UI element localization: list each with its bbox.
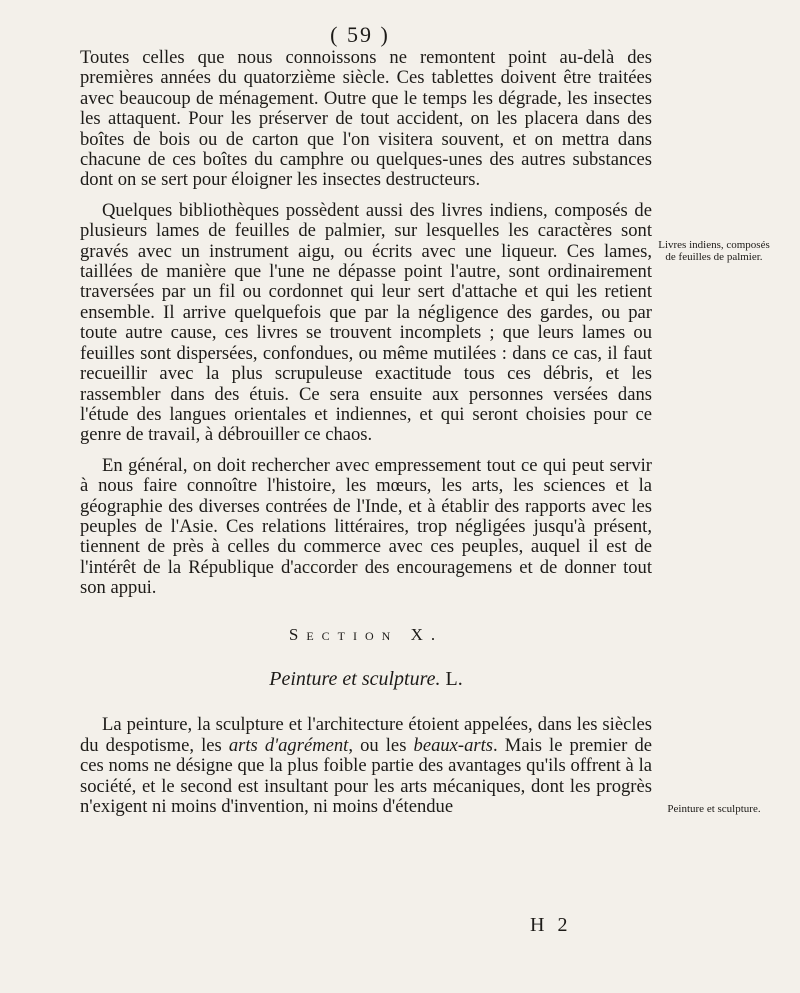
paragraph-tablets: Toutes celles que nous connoissons ne remontent point au-delà des premières années du quatorzième siècle. Ces tablettes doivent être traitées avec beaucoup de ménagement. Outre que le temps les dégrade, les insectes les attaquent. Pour les préserver de tout accident, on les placera dans des boîtes de bois ou de carton que l'on visitera souvent, et on mettra dans chacune de ces boîtes du camphre ou quelques-unes des autres substances dont on se sert pour éloigner les insectes destructeurs. — [80, 47, 652, 191]
margin-note-indian-books: Livres indiens, composés de feuilles de palmier. — [658, 239, 770, 263]
section-heading: Section X. — [288, 624, 444, 644]
painting-text-1: La peinture, la sculpture et l'architecture étoient appelées, dans les siècles du despotisme, les — [80, 714, 652, 756]
subheading — [80, 669, 652, 689]
painting-em-1: arts d'agrément — [228, 734, 349, 756]
painting-em-2: beaux-arts — [413, 734, 494, 756]
subheading-label: L. — [445, 667, 463, 690]
page-number: ( 59 ) — [330, 22, 390, 47]
margin-note-painting: Peinture et sculpture. — [667, 803, 761, 815]
paragraph-indian-books: Quelques bibliothèques possèdent aussi des livres indiens, composés de plusieurs lames de feuilles de palmier, sur lesquelles les caractères sont gravés avec un instrument aigu, ou écrits avec une liqueur. Ces lames, taillées de manière que l'une ne dépasse point l'autre, sont ordinairement traversées par un fil ou cordonnet qui leur sert d'attache et qui les retient ensemble. Il arrive quelquefois que par la négligence des gardes, ou par toute autre cause, ces livres se trouvent incomplets ; que leurs lames ou feuilles sont dispersées, confondues, ou même mutilées : dans ce cas, il faut recueillir avec la plus scrupuleuse exactitude tous ces débris, et les rassembler dans des étuis. Ce sera ensuite aux personnes versées dans l'étude des langues orientales et indiennes, et qui seront choisies pour ce genre de travail, à débrouiller ce chaos. — [80, 199, 652, 446]
signature-mark: H 2 — [530, 914, 572, 936]
painting-text-3: . Mais le premier de ces noms ne désigne que la plus foible partie des avantages qu'ils offrent à la société, et le second est insultant pour les arts mécaniques, dont les progrès n'exigent ni moins d'invention, ni moins d'étendue — [80, 734, 653, 817]
painting-text-2: , ou les — [348, 734, 414, 756]
subheading-title: Peinture et sculpture. — [269, 667, 441, 690]
body-text — [80, 48, 652, 817]
paragraph-india-research: En général, on doit rechercher avec empressement tout ce qui peut servir à nous faire connoître l'histoire, les mœurs, les arts, les sciences et la géographie des diverses contrées de l'Inde, et à établir des rapports avec les peuples de l'Asie. Ces relations littéraires, trop négligées jusqu'à présent, tiennent de près à celles du commerce avec ces peuples, auquel il est de l'intérêt de la République d'accorder des encouragemens et de donner tout son appui. — [80, 454, 652, 599]
paragraph-painting — [80, 715, 652, 817]
